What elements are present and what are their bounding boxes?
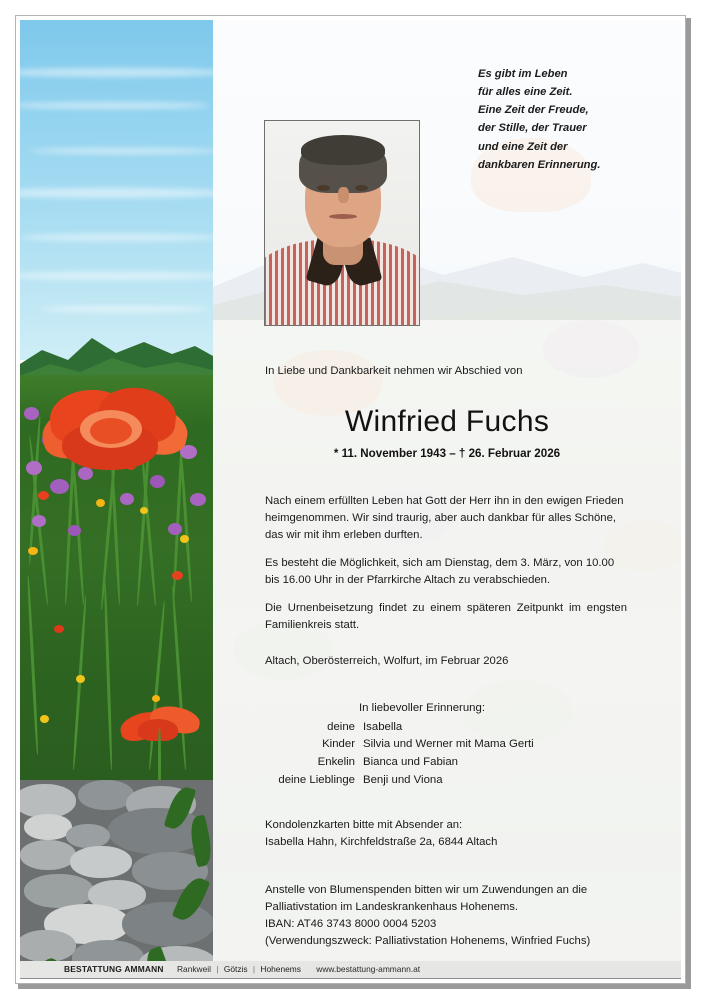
footer-separator: |	[252, 964, 256, 974]
mourner-row	[265, 772, 605, 790]
condolence-block	[265, 817, 627, 851]
footer-bar	[20, 961, 681, 979]
footer-website[interactable]: www.bestattung-ammann.at	[316, 964, 421, 974]
life-dates: * 11. November 1943 – † 26. Februar 2026	[333, 447, 561, 460]
donation-iban: IBAN: AT46 3743 8000 0004 5203	[265, 918, 437, 931]
poem-verse	[478, 65, 668, 174]
obituary-paragraph: Die Urnenbeisetzung findet zu einem späteren Zeitpunkt im engsten Familienkreis statt.	[265, 601, 627, 631]
obituary-paragraph: Es besteht die Möglichkeit, sich am Dienstag, dem 3. März, von 10.00 bis 16.00 Uhr in der Pfarrkirche Altach zu verabschieden.	[265, 556, 615, 586]
deceased-name: Winfried Fuchs	[344, 405, 550, 438]
sky-photo	[20, 20, 213, 360]
footer-location-rankweil: Rankweil	[177, 964, 211, 974]
brand-name-second: AMMANN	[124, 964, 164, 974]
mourner-names: Bianca und Fabian	[363, 756, 458, 769]
poem-line: Es gibt im Leben	[478, 68, 568, 80]
mourner-names: Benji und Viona	[363, 773, 443, 786]
donation-line: Anstelle von Blumenspenden bitten wir um Zuwendungen an die	[265, 884, 588, 896]
card-body	[15, 15, 686, 984]
brand-name-first: BESTATTUNG	[64, 964, 122, 974]
river-stones-photo	[20, 780, 213, 979]
farewell-lead: In Liebe und Dankbarkeit nehmen wir Abschied von	[265, 365, 523, 377]
mourner-label: Enkelin	[317, 756, 355, 769]
place-and-date-line: Altach, Oberösterreich, Wolfurt, im Februar 2026	[265, 655, 509, 667]
funeral-home-credit	[64, 964, 420, 974]
photo-strip	[20, 20, 213, 979]
condolence-address: Isabella Hahn, Kirchfeldstraße 2a, 6844 Altach	[265, 836, 498, 849]
footer-separator: |	[216, 964, 219, 974]
poem-line: der Stille, der Trauer	[478, 122, 587, 135]
condolence-intro: Kondolenzkarten bitte mit Absender an:	[265, 819, 463, 831]
donation-block	[265, 882, 637, 951]
footer-location-hohenems: Hohenems	[260, 964, 301, 974]
footer-location-goetzis: Götzis	[223, 964, 248, 974]
mourner-row	[265, 754, 605, 772]
main-panel	[213, 20, 681, 979]
donation-reference: (Verwendungszweck: Palliativstation Hohenems, Winfried Fuchs)	[265, 935, 591, 948]
mourners-list	[265, 700, 605, 789]
poem-line: dankbaren Erinnerung.	[478, 158, 601, 171]
mourner-row	[265, 736, 605, 754]
poppy-flower	[40, 388, 190, 480]
donation-line: Palliativstation im Landeskrankenhaus Hohenems.	[265, 901, 519, 914]
mourner-label: deine Lieblinge	[278, 773, 355, 786]
poem-line: Eine Zeit der Freude,	[478, 104, 589, 117]
obituary-text	[265, 493, 627, 645]
mourner-label: Kinder	[322, 738, 355, 751]
portrait-photo	[264, 120, 420, 326]
footer-divider	[20, 978, 681, 979]
obituary-paragraph: Nach einem erfüllten Leben hat Gott der Herr ihn in den ewigen Frieden heimgenommen. Wir sind traurig, aber auch dankbar für alles Schöne, das wir mit ihm erleben durften.	[265, 495, 624, 541]
mourner-names: Silvia und Werner mit Mama Gerti	[363, 738, 534, 751]
mourners-heading: In liebevoller Erinnerung:	[359, 702, 486, 714]
poem-line: und eine Zeit der	[478, 140, 568, 153]
mourner-names: Isabella	[363, 720, 403, 733]
mourner-row	[265, 719, 605, 737]
poem-line: für alles eine Zeit.	[478, 86, 573, 99]
memorial-card	[15, 15, 690, 988]
mourner-label: deine	[327, 720, 355, 733]
